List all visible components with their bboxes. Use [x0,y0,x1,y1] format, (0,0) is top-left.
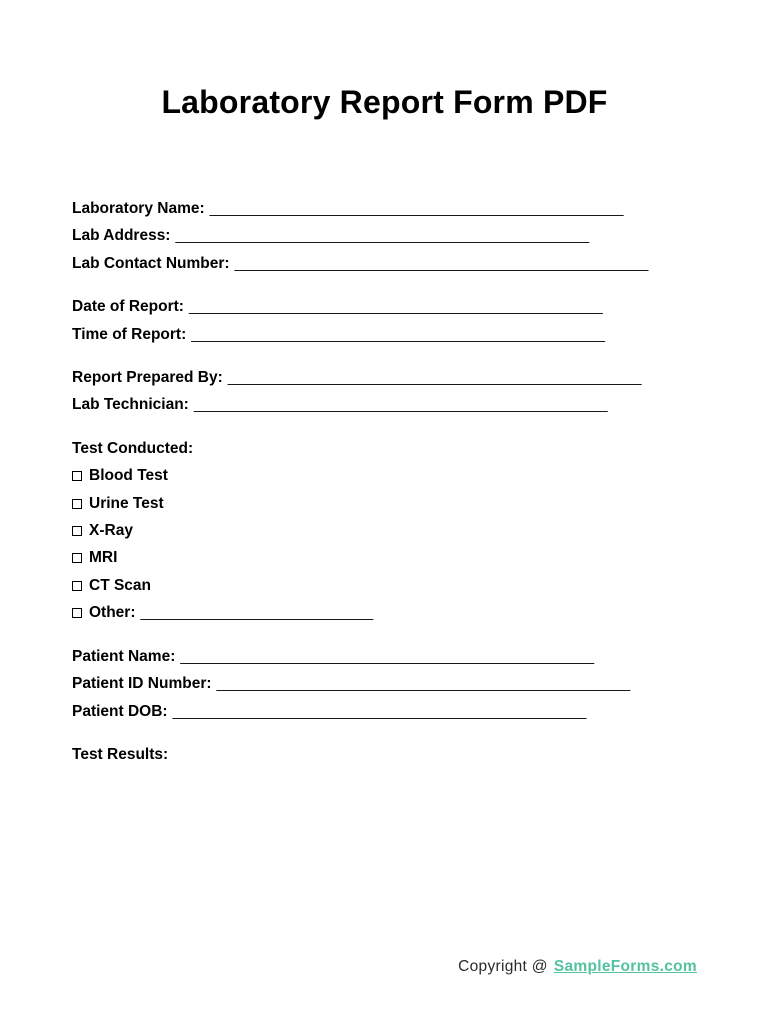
checkbox-row-other[interactable] [72,599,697,626]
field-blank-line: ___________________________ [140,604,374,622]
field-lab-technician [72,391,697,418]
field-time-of-report [72,321,697,348]
field-blank-line: ________________________________________________ [234,254,649,272]
field-label: Patient DOB: [72,702,168,720]
field-lab-address [72,222,697,249]
checkbox-row-ct-scan[interactable] [72,572,697,599]
checkbox-icon[interactable] [72,471,82,481]
lab-info-group [72,195,697,277]
field-report-prepared-by [72,364,697,391]
field-blank-line: ________________________________________________ [188,298,603,316]
page-title: Laboratory Report Form PDF [161,84,608,120]
field-label: Lab Technician: [72,396,189,414]
test-results-group [72,741,697,768]
report-info-group [72,293,697,348]
field-patient-dob [72,698,697,725]
field-lab-contact-number [72,250,697,277]
checkbox-row-urine-test[interactable] [72,490,697,517]
field-label: Lab Address: [72,227,171,245]
field-blank-line: ________________________________________________ [227,369,642,387]
checkbox-icon[interactable] [72,526,82,536]
tests-conducted-heading [72,435,697,462]
test-results-heading [72,741,697,768]
field-label: Patient Name: [72,647,176,665]
field-date-of-report [72,293,697,320]
checkbox-icon[interactable] [72,581,82,591]
checkbox-icon[interactable] [72,608,82,618]
field-label: Laboratory Name: [72,200,205,217]
field-patient-id-number [72,670,697,697]
footer [458,958,697,976]
patient-info-group [72,643,697,725]
field-blank-line: ________________________________________________ [180,647,595,665]
checkbox-row-mri[interactable] [72,544,697,571]
field-label: Date of Report: [72,298,184,316]
copyright-text: Copyright @ [458,958,548,975]
field-label: Patient ID Number: [72,675,212,693]
checkbox-label: Blood Test [89,467,168,485]
field-patient-name [72,643,697,670]
checkbox-label: CT Scan [89,576,152,594]
checkbox-row-x-ray[interactable] [72,517,697,544]
field-blank-line: ________________________________________________ [175,227,590,245]
field-blank-line: ________________________________________________ [193,396,608,414]
field-label: Lab Contact Number: [72,254,230,272]
field-label: Report Prepared By: [72,369,223,387]
checkbox-icon[interactable] [72,499,82,509]
field-blank-line: ________________________________________________ [191,325,606,343]
field-label: Time of Report: [72,325,187,343]
field-blank-line: ________________________________________________ [172,702,587,720]
checkbox-label: Other: [89,604,136,622]
checkbox-icon[interactable] [72,553,82,563]
form-body [0,195,769,768]
section-heading: Test Conducted: [72,439,194,457]
staff-info-group [72,364,697,419]
checkbox-label: X-Ray [89,522,133,540]
sampleforms-link[interactable]: SampleForms.com [553,958,697,975]
field-blank-line: ________________________________________________ [209,200,624,217]
section-heading: Test Results: [72,745,169,763]
field-blank-line: ________________________________________________ [216,675,631,693]
field-laboratory-name [72,195,697,222]
checkbox-label: MRI [89,549,118,567]
checkbox-row-blood-test[interactable] [72,462,697,489]
checkbox-label: Urine Test [89,494,164,512]
tests-conducted-group [72,435,697,627]
